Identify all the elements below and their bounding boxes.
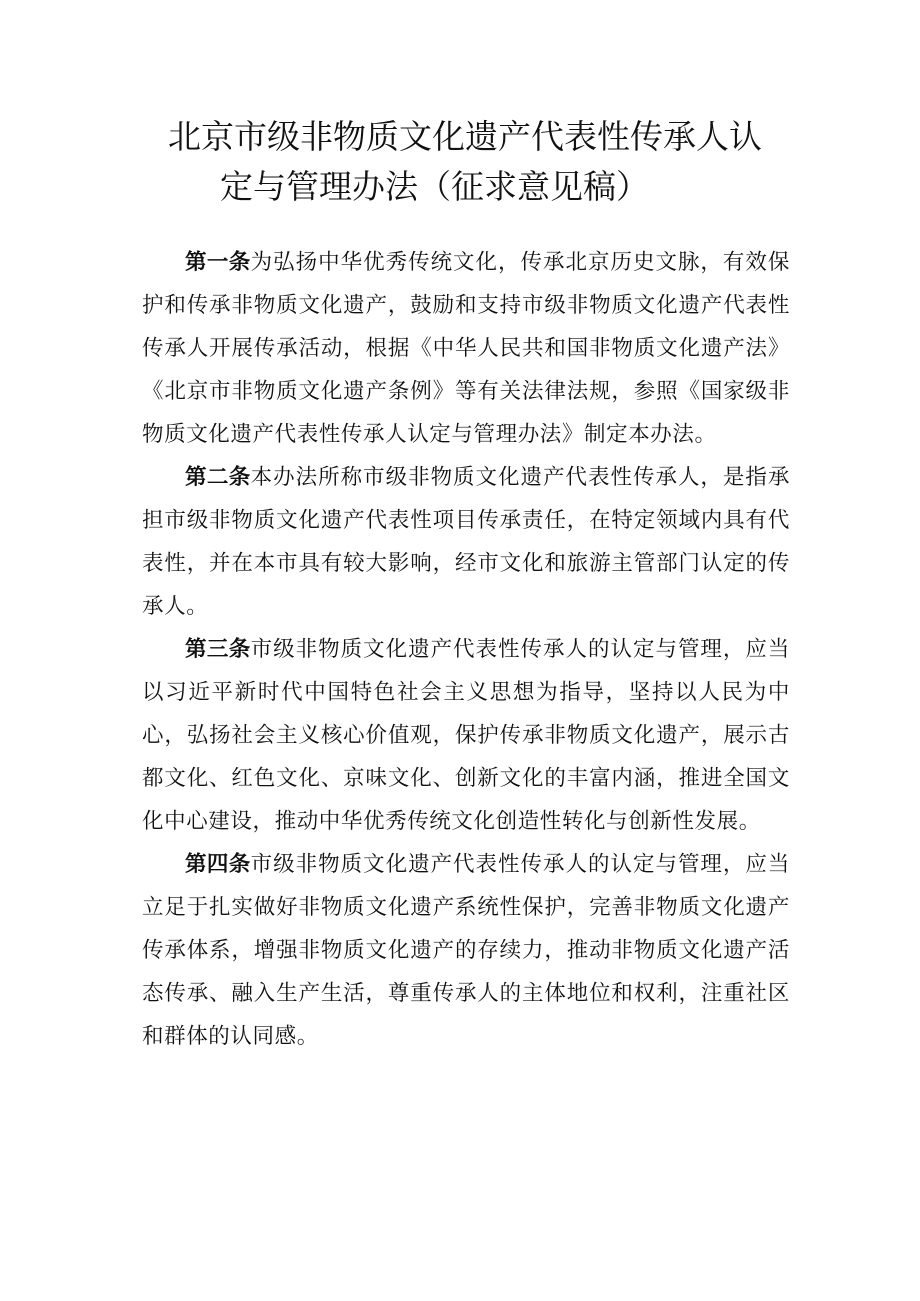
article-4 <box>142 843 790 1058</box>
article-1-text: 为弘扬中华优秀传统文化，传承北京历史文脉，有效保护和传承非物质文化遗产，鼓励和支持市级非物质文化遗产代表性传承人开展传承活动，根据《中华人民共和国非物质文化遗产法》《北京市非物质文化遗产条例》等有关法律法规，参照《国家级非物质文化遗产代表性传承人认定与管理办法》制定本办法。 <box>142 250 790 447</box>
article-1 <box>142 241 790 456</box>
article-2 <box>142 456 790 628</box>
document-title-line-1: 北京市级非物质文化遗产代表性传承人认 <box>168 117 762 156</box>
document-title <box>0 112 920 212</box>
article-2-text: 本办法所称市级非物质文化遗产代表性传承人，是指承担市级非物质文化遗产代表性项目传承责任，在特定领域内具有代表性，并在本市具有较大影响，经市文化和旅游主管部门认定的传承人。 <box>142 465 790 619</box>
article-3-label: 第三条 <box>185 637 251 662</box>
article-4-label: 第四条 <box>185 852 251 877</box>
document-body <box>142 241 790 1058</box>
article-3 <box>142 628 790 843</box>
article-3-text: 市级非物质文化遗产代表性传承人的认定与管理，应当以习近平新时代中国特色社会主义思想为指导，坚持以人民为中心，弘扬社会主义核心价值观，保护传承非物质文化遗产，展示古都文化、红色文化、京味文化、创新文化的丰富内涵，推进全国文化中心建设，推动中华优秀传统文化创造性转化与创新性发展。 <box>142 637 790 834</box>
document-title-line-2: 定与管理办法（征求意见稿） <box>220 167 649 206</box>
article-2-label: 第二条 <box>185 465 251 490</box>
article-1-label: 第一条 <box>185 250 251 275</box>
article-4-text: 市级非物质文化遗产代表性传承人的认定与管理，应当立足于扎实做好非物质文化遗产系统性保护，完善非物质文化遗产传承体系，增强非物质文化遗产的存续力，推动非物质文化遗产活态传承、融入生产生活，尊重传承人的主体地位和权利，注重社区和群体的认同感。 <box>142 852 790 1049</box>
